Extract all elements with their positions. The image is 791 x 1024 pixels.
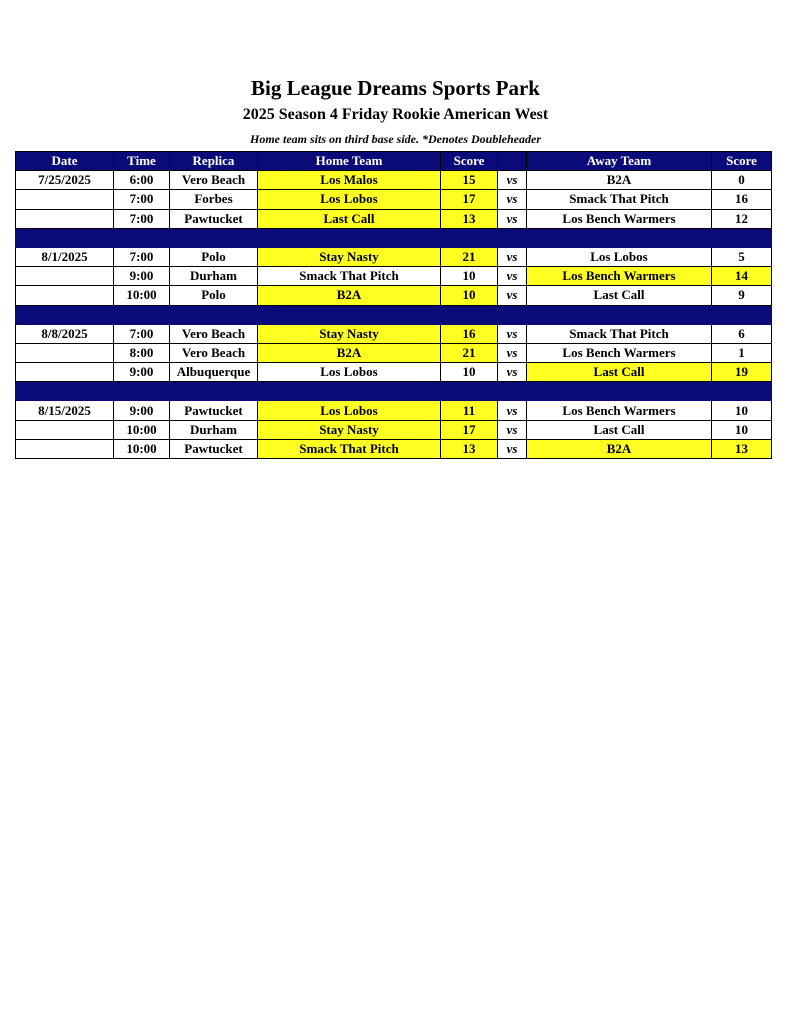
separator-cell	[527, 228, 712, 247]
game-date: 7/25/2025	[16, 171, 114, 190]
game-row	[16, 286, 772, 305]
game-date	[16, 343, 114, 362]
home-team: Stay Nasty	[258, 420, 441, 439]
schedule-body	[16, 171, 772, 459]
away-team: Last Call	[527, 286, 712, 305]
game-time: 10:00	[114, 420, 170, 439]
home-score: 10	[441, 286, 498, 305]
separator-cell	[527, 382, 712, 401]
game-row	[16, 190, 772, 209]
game-date	[16, 190, 114, 209]
separator-cell	[441, 228, 498, 247]
page-title: Big League Dreams Sports Park	[251, 76, 540, 100]
header-row	[16, 152, 772, 171]
home-score: 17	[441, 190, 498, 209]
vs-label: vs	[498, 286, 527, 305]
game-row	[16, 324, 772, 343]
column-header-vs	[498, 152, 527, 171]
game-row	[16, 363, 772, 382]
home-team: Stay Nasty	[258, 324, 441, 343]
vs-label: vs	[498, 190, 527, 209]
game-time: 7:00	[114, 190, 170, 209]
game-row	[16, 401, 772, 420]
separator-cell	[712, 382, 772, 401]
game-time: 10:00	[114, 286, 170, 305]
home-team: Los Malos	[258, 171, 441, 190]
away-team: Last Call	[527, 363, 712, 382]
game-replica-field: Pawtucket	[170, 439, 258, 458]
away-team: Smack That Pitch	[527, 190, 712, 209]
home-team: B2A	[258, 286, 441, 305]
home-score: 21	[441, 247, 498, 266]
vs-label: vs	[498, 343, 527, 362]
separator-cell	[114, 305, 170, 324]
game-time: 6:00	[114, 171, 170, 190]
away-score: 14	[712, 267, 772, 286]
separator-cell	[712, 305, 772, 324]
separator-cell	[498, 228, 527, 247]
separator-cell	[114, 228, 170, 247]
schedule-table	[15, 151, 772, 459]
separator-cell	[114, 382, 170, 401]
vs-label: vs	[498, 324, 527, 343]
away-score: 10	[712, 420, 772, 439]
separator-cell	[712, 228, 772, 247]
away-score: 13	[712, 439, 772, 458]
away-team: Smack That Pitch	[527, 324, 712, 343]
game-row	[16, 171, 772, 190]
home-score: 13	[441, 439, 498, 458]
home-score: 10	[441, 363, 498, 382]
separator-cell	[258, 382, 441, 401]
separator-cell	[16, 382, 114, 401]
game-time: 9:00	[114, 401, 170, 420]
game-row	[16, 439, 772, 458]
game-replica-field: Durham	[170, 267, 258, 286]
home-team: Last Call	[258, 209, 441, 228]
game-replica-field: Vero Beach	[170, 171, 258, 190]
away-team: Los Bench Warmers	[527, 343, 712, 362]
game-replica-field: Vero Beach	[170, 324, 258, 343]
game-date	[16, 286, 114, 305]
game-date: 8/15/2025	[16, 401, 114, 420]
vs-label: vs	[498, 247, 527, 266]
column-header-time: Time	[114, 152, 170, 171]
away-team: B2A	[527, 439, 712, 458]
home-score: 21	[441, 343, 498, 362]
away-score: 9	[712, 286, 772, 305]
column-header-away-team: Away Team	[527, 152, 712, 171]
home-team: Los Lobos	[258, 363, 441, 382]
away-score: 0	[712, 171, 772, 190]
column-header-home-team: Home Team	[258, 152, 441, 171]
vs-label: vs	[498, 439, 527, 458]
home-score: 15	[441, 171, 498, 190]
home-score: 17	[441, 420, 498, 439]
separator-cell	[527, 305, 712, 324]
away-team: Last Call	[527, 420, 712, 439]
game-time: 7:00	[114, 324, 170, 343]
schedule-note: Home team sits on third base side. *Denotes Doubleheader	[250, 132, 541, 146]
column-header-date: Date	[16, 152, 114, 171]
away-team: Los Bench Warmers	[527, 209, 712, 228]
home-score: 11	[441, 401, 498, 420]
game-replica-field: Forbes	[170, 190, 258, 209]
week-separator-row	[16, 228, 772, 247]
column-header-home-score: Score	[441, 152, 498, 171]
home-team: Los Lobos	[258, 190, 441, 209]
game-replica-field: Durham	[170, 420, 258, 439]
game-date	[16, 209, 114, 228]
game-replica-field: Albuquerque	[170, 363, 258, 382]
game-date: 8/8/2025	[16, 324, 114, 343]
vs-label: vs	[498, 401, 527, 420]
vs-label: vs	[498, 171, 527, 190]
away-score: 1	[712, 343, 772, 362]
game-row	[16, 267, 772, 286]
separator-cell	[441, 305, 498, 324]
away-score: 6	[712, 324, 772, 343]
game-date	[16, 439, 114, 458]
home-score: 16	[441, 324, 498, 343]
vs-label: vs	[498, 363, 527, 382]
game-time: 7:00	[114, 247, 170, 266]
game-replica-field: Polo	[170, 286, 258, 305]
home-team: B2A	[258, 343, 441, 362]
separator-cell	[170, 228, 258, 247]
game-date	[16, 420, 114, 439]
week-separator-row	[16, 305, 772, 324]
separator-cell	[170, 382, 258, 401]
separator-cell	[441, 382, 498, 401]
game-row	[16, 420, 772, 439]
separator-cell	[498, 305, 527, 324]
away-team: Los Bench Warmers	[527, 267, 712, 286]
vs-label: vs	[498, 420, 527, 439]
home-score: 10	[441, 267, 498, 286]
away-team: Los Bench Warmers	[527, 401, 712, 420]
column-header-away-score: Score	[712, 152, 772, 171]
vs-label: vs	[498, 209, 527, 228]
game-replica-field: Polo	[170, 247, 258, 266]
game-row	[16, 247, 772, 266]
away-score: 12	[712, 209, 772, 228]
home-team: Stay Nasty	[258, 247, 441, 266]
home-team: Los Lobos	[258, 401, 441, 420]
game-date	[16, 363, 114, 382]
away-score: 5	[712, 247, 772, 266]
away-score: 16	[712, 190, 772, 209]
column-header-replica: Replica	[170, 152, 258, 171]
separator-cell	[170, 305, 258, 324]
game-replica-field: Vero Beach	[170, 343, 258, 362]
separator-cell	[498, 382, 527, 401]
away-team: Los Lobos	[527, 247, 712, 266]
game-time: 7:00	[114, 209, 170, 228]
separator-cell	[16, 228, 114, 247]
home-team: Smack That Pitch	[258, 267, 441, 286]
game-row	[16, 209, 772, 228]
away-score: 10	[712, 401, 772, 420]
vs-label: vs	[498, 267, 527, 286]
home-score: 13	[441, 209, 498, 228]
game-date	[16, 267, 114, 286]
separator-cell	[258, 228, 441, 247]
game-row	[16, 343, 772, 362]
separator-cell	[258, 305, 441, 324]
game-time: 8:00	[114, 343, 170, 362]
separator-cell	[16, 305, 114, 324]
away-score: 19	[712, 363, 772, 382]
away-team: B2A	[527, 171, 712, 190]
page-subtitle: 2025 Season 4 Friday Rookie American West	[242, 106, 549, 123]
game-time: 9:00	[114, 267, 170, 286]
week-separator-row	[16, 382, 772, 401]
game-time: 10:00	[114, 439, 170, 458]
game-time: 9:00	[114, 363, 170, 382]
home-team: Smack That Pitch	[258, 439, 441, 458]
game-replica-field: Pawtucket	[170, 401, 258, 420]
game-date: 8/1/2025	[16, 247, 114, 266]
game-replica-field: Pawtucket	[170, 209, 258, 228]
